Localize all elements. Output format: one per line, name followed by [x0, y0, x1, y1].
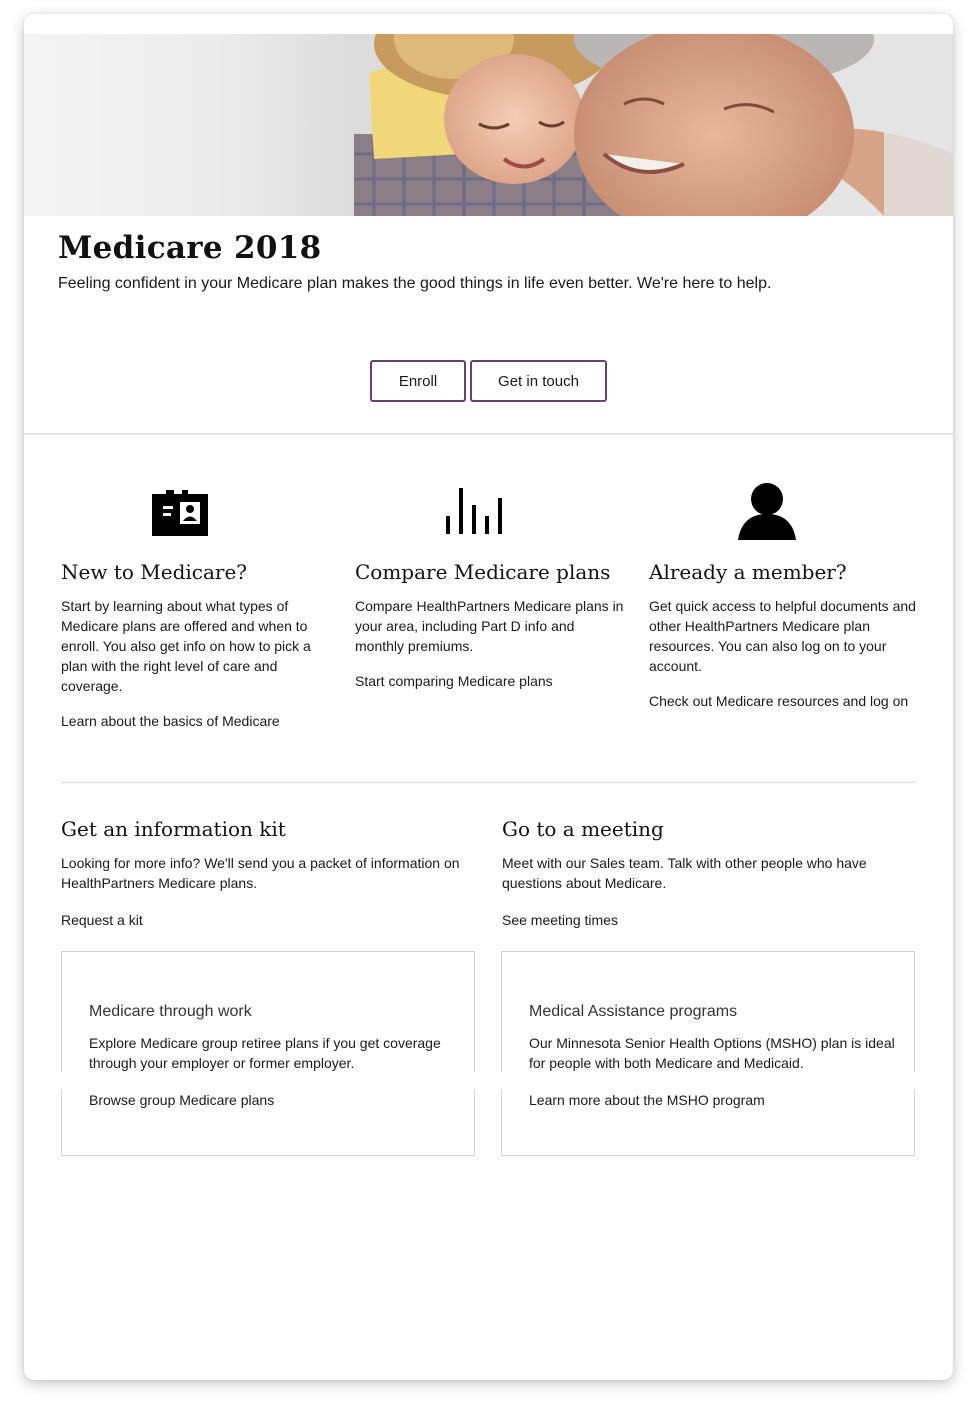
info-title: Get an information kit	[61, 817, 286, 841]
group-plans-link[interactable]: Browse group Medicare plans	[89, 1092, 275, 1108]
feature-new-to-medicare	[61, 480, 331, 729]
card-title: Medical Assistance programs	[529, 1003, 738, 1020]
page-card	[24, 14, 953, 1380]
feature-already-member	[649, 480, 919, 709]
get-in-touch-button[interactable]: Get in touch	[470, 360, 607, 402]
member-resources-link[interactable]: Check out Medicare resources and log on	[649, 693, 909, 709]
info-text: Looking for more info? We'll send you a packet of information on HealthPartners Medicare plans.	[61, 855, 460, 891]
card-text: Explore Medicare group retiree plans if you get coverage through your employer or former employer.	[89, 1035, 441, 1071]
feature-text: Compare HealthPartners Medicare plans in your area, including Part D info and monthly premiums.	[355, 598, 624, 654]
info-kit-section	[61, 817, 481, 928]
page-title: Medicare 2018	[58, 230, 322, 266]
hero-image	[24, 34, 953, 216]
meeting-times-link[interactable]: See meeting times	[502, 912, 618, 928]
card-gap	[500, 1072, 916, 1090]
person-icon	[738, 482, 796, 540]
primary-actions	[370, 360, 607, 402]
feature-compare-plans	[355, 480, 625, 689]
enroll-button[interactable]: Enroll	[370, 360, 466, 402]
feature-title: Compare Medicare plans	[355, 560, 611, 584]
feature-text: Get quick access to helpful documents and other HealthPartners Medicare plan resources. You can also log on to your account.	[649, 598, 916, 674]
bar-chart-icon	[444, 488, 504, 534]
medical-assistance-card	[501, 951, 915, 1156]
learn-basics-link[interactable]: Learn about the basics of Medicare	[61, 713, 280, 729]
card-gap	[60, 1072, 476, 1090]
msho-program-link[interactable]: Learn more about the MSHO program	[529, 1092, 765, 1108]
id-card-icon	[152, 490, 208, 536]
section-divider	[24, 433, 953, 435]
request-kit-link[interactable]: Request a kit	[61, 912, 143, 928]
feature-text: Start by learning about what types of Medicare plans are offered and when to enroll. You also get info on how to pick a plan with the right level of care and coverage.	[61, 598, 311, 694]
feature-title: New to Medicare?	[61, 560, 248, 584]
section-divider	[61, 782, 916, 783]
meeting-section	[502, 817, 922, 928]
card-text: Our Minnesota Senior Health Options (MSHO) plan is ideal for people with both Medicare and Medicaid.	[529, 1035, 895, 1071]
info-title: Go to a meeting	[502, 817, 664, 841]
card-title: Medicare through work	[89, 1003, 252, 1020]
page-subtitle: Feeling confident in your Medicare plan makes the good things in life even better. We're here to help.	[58, 275, 772, 292]
compare-plans-link[interactable]: Start comparing Medicare plans	[355, 673, 553, 689]
medicare-through-work-card	[61, 951, 475, 1156]
info-text: Meet with our Sales team. Talk with other people who have questions about Medicare.	[502, 855, 867, 891]
family-photo-icon	[24, 34, 953, 216]
feature-title: Already a member?	[649, 560, 847, 584]
